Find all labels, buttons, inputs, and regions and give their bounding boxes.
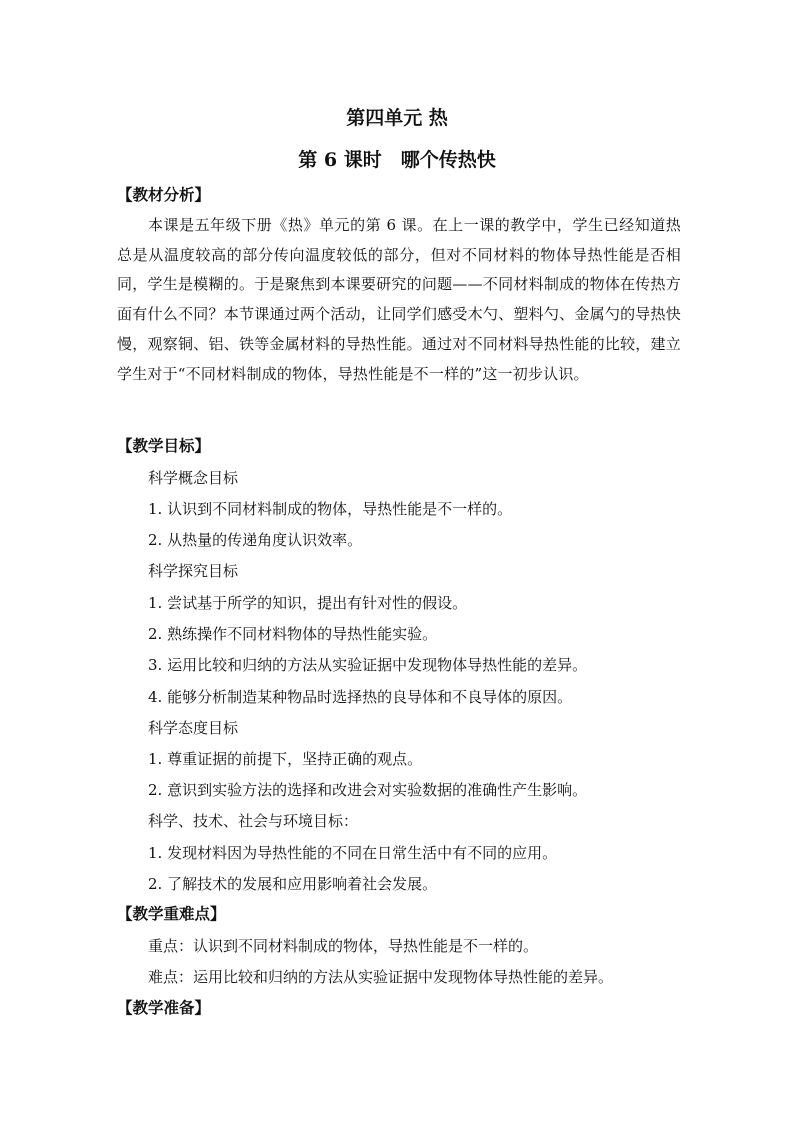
section-heading-objectives: 【教学目标】 [117, 436, 211, 455]
analysis-paragraph: 本课是五年级下册《热》单元的第 6 课。在上一课的教学中，学生已经知道热总是从温度较高的部分传向温度较低的部分，但对不同材料的物体导热性能是否相同，学生是模糊的。于是聚焦到本课要研究的问题——不同材料制成的物体在传热方面有什么不同？本节课通过两个活动，让同学们感受木勺、塑料勺、金属勺的导热快慢，观察铜、铝、铁等金属材料的导热性能。通过对不同材料导热性能的比较，建立学生对于“不同材料制成的物体，导热性能是不一样的”这一初步认识。 [117, 216, 681, 383]
concept-objective-title: 科学概念目标 [148, 469, 239, 487]
section-heading-preparation: 【教学准备】 [117, 998, 211, 1017]
inquiry-objective-2: 2. 熟练操作不同材料物体的导热性能实验。 [148, 625, 438, 643]
key-point: 重点：认识到不同材料制成的物体，导热性能是不一样的。 [148, 937, 539, 955]
difficult-point: 难点：运用比较和归纳的方法从实验证据中发现物体导热性能的差异。 [148, 968, 614, 986]
attitude-objective-1: 1. 尊重证据的前提下，坚持正确的观点。 [148, 750, 423, 768]
concept-objective-2: 2. 从热量的传递角度认识效率。 [148, 531, 363, 549]
attitude-objective-2: 2. 意识到实验方法的选择和改进会对实验数据的准确性产生影响。 [148, 781, 588, 799]
section-heading-key-points: 【教学重难点】 [117, 904, 226, 923]
inquiry-objective-1: 1. 尝试基于所学的知识，提出有针对性的假设。 [148, 594, 468, 612]
stse-objective-2: 2. 了解技术的发展和应用影响着社会发展。 [148, 875, 438, 893]
concept-objective-1: 1. 认识到不同材料制成的物体，导热性能是不一样的。 [148, 500, 513, 518]
attitude-objective-title: 科学态度目标 [148, 719, 239, 737]
stse-objective-title: 科学、技术、社会与环境目标： [148, 812, 359, 830]
inquiry-objective-title: 科学探究目标 [148, 562, 239, 580]
inquiry-objective-4: 4. 能够分析制造某种物品时选择热的良导体和不良导体的原因。 [148, 688, 573, 706]
unit-title: 第四单元 热 [346, 107, 448, 129]
lesson-title: 第 6 课时 哪个传热快 [298, 149, 496, 171]
section-heading-analysis: 【教材分析】 [117, 185, 211, 204]
inquiry-objective-3: 3. 运用比较和归纳的方法从实验证据中发现物体导热性能的差异。 [148, 656, 588, 674]
stse-objective-1: 1. 发现材料因为导热性能的不同在日常生活中有不同的应用。 [148, 844, 558, 862]
